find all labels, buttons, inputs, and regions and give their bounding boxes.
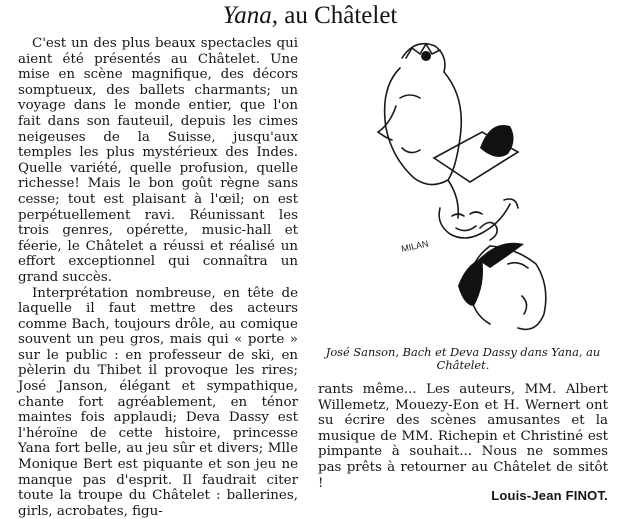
paragraph-intro: C'est un des plus beaux spectacles qui aient été présentés au Châtelet. Une mise en scène magnifique, des décors somptueux, des ballets charmants; un voyage dans le monde entier, que l'on fait dans son fauteuil, depuis les cimes neigeuses de la Suisse, jusqu'aux temples les plus mystérieux des Indes. Quelle variété, quelle profusion, quelle richesse! Mais le bon goût règne sans cesse; tout est plaisant à l'œil; on est perpétuellement ravi. Réunissant les trois genres, opérette, music-hall et féerie, le Châtelet a réussi et réalisé un effort exceptionnel qui connaîtra un grand succès.: [18, 36, 298, 286]
caricature-illustration: [340, 28, 610, 344]
artist-signature: MILAN: [400, 238, 429, 254]
author-signature: Louis-Jean FINOT.: [491, 488, 608, 503]
paragraph-continuation: rants même... Les auteurs, MM. Albert Willemetz, Mouezy-Eon et H. Wernert ont su écrire des scènes amusantes et la musique de MM. Richepin et Christiné est pimpante à souhait... Nous ne sommes pas prêts à retourner au Châtelet de sitôt !: [318, 382, 608, 491]
title-rest-part: au Châtelet: [278, 2, 397, 29]
title-italic-part: Yana,: [223, 2, 278, 29]
paragraph-interpretation: Interprétation nombreuse, en tête de laquelle il faut mettre des acteurs comme Bach, toujours drôle, au comique souvent un peu gros, mais qui « porte » sur le public : en professeur de ski, en pèlerin du Thibet il provoque les rires; José Janson, élégant et sympathique, chante fort agréablement, en ténor maintes fois applaudi; Deva Dassy est l'héroïne de cette histoire, princesse Yana fort belle, au jeu sûr et divers; Mlle Monique Bert est piquante et son jeu ne manque pas d'esprit. Il faudrait citer toute la troupe du Châtelet : ballerines, girls, acrobates, figu-: [18, 286, 298, 519]
right-column: [318, 382, 608, 491]
caricature-drawing: [340, 28, 610, 344]
left-column: [18, 36, 298, 519]
illustration-caption: José Sanson, Bach et Deva Dassy dans Yana, au Châtelet.: [318, 346, 608, 372]
article-title: [0, 2, 620, 30]
